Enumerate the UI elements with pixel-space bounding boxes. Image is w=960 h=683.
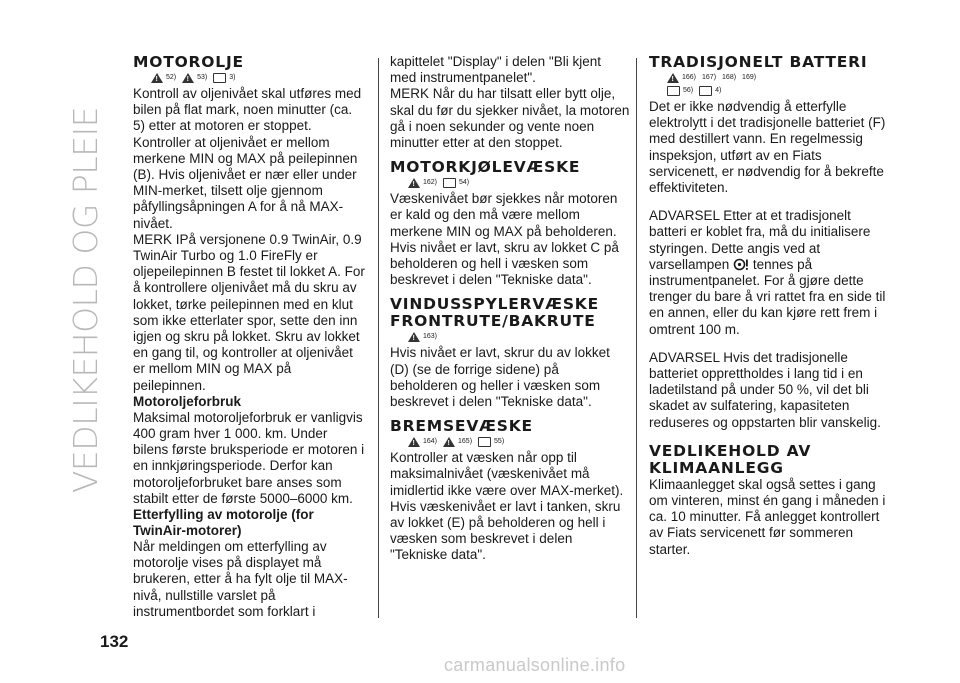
heading-line: VEDLIKEHOLD AV [649, 441, 812, 460]
paragraph: Det er ikke nødvendig å etterfylle elektrolytt i det tradisjonelle batteriet (F) med destillert vann. En regelmessig inspeksjon, utført av en Fiats servicenett, er nødvendig for å bekrefte effektiviteten. [649, 99, 886, 196]
paragraph: Hvis nivået er lavt, skrur du av lokket (D) (se de forrige sidene) på beholderen og heller i væsken som beskrevet i delen "Tekniske data". [390, 345, 610, 410]
paragraph: Kontroller at væsken når opp til maksimalnivået (væskenivået må imidlertid ikke være over MAX-merket). Hvis væskenivået er lavt i tanken, skru av lokket (E) på beholderen og hell i væsken som beskrevet i delen "Tekniske data". [390, 450, 624, 563]
paragraph [649, 208, 889, 338]
column-1 [133, 54, 365, 620]
text-span: tennes på instrumentpanelet. For å gjøre dette trenger du bare å vri rattet fra en side til en annen, eller du kan kjøre rett frem i omtrent 100 m. [649, 256, 886, 337]
warning-icon [182, 73, 194, 83]
side-title-text: VEDLIKEHOLD OG PLEIE [66, 106, 105, 494]
subheading-oil-refill: Etterfylling av motorolje (for TwinAir-motorer) [133, 507, 314, 539]
column-3 [649, 54, 889, 558]
paragraph: kapittelet "Display" i delen "Bli kjent med instrumentpanelet". [390, 54, 601, 86]
heading-brake-fluid: BREMSEVÆSKE [390, 417, 533, 436]
reference-icons [408, 332, 630, 342]
book-icon [478, 437, 491, 447]
watermark-text: carmanualsonline.info [444, 655, 626, 675]
ref-number: 167) [702, 74, 717, 81]
ref-number: 163) [423, 333, 438, 341]
book-icon [699, 86, 712, 96]
paragraph: Når meldingen om etterfylling av motorolje vises på displayet må brukeren, etter å ha fylt olje til MAX-nivå, nullstille varslet på instrumentbordet som forklart i [133, 539, 348, 619]
paragraph: MERK IPå versjonene 0.9 TwinAir, 0.9 TwinAir Turbo og 1.0 FireFly er oljepeilepinnen B festet til lokket A. For å kontrollere oljenivået må du skru av lokket, tørke peilepinnen med en klut som ikke etterlater spor, sette den inn igjen og skru på lokket. Skru av lokket en gang til, og kontroller at oljenivået er mellom MIN og MAX på peilepinnen. [133, 231, 365, 393]
warning-icon [408, 178, 420, 188]
ref-number: 3) [229, 74, 236, 81]
column-2 [390, 54, 630, 564]
ref-number: 166) [682, 74, 697, 81]
reference-icons [667, 73, 889, 83]
ref-number: 165) [458, 438, 473, 446]
warning-icon [151, 73, 163, 83]
paragraph: Hvis nivået er lavt, skru av lokket C på beholderen og hell i væsken som beskrevet i delen "Tekniske data". [390, 239, 619, 288]
warning-icon [408, 437, 420, 447]
warning-icon [408, 332, 420, 342]
ref-number: 53) [197, 74, 208, 81]
ref-number: 164) [423, 438, 438, 446]
ref-number: 55) [494, 438, 505, 446]
paragraph: Klimaanlegget skal også settes i gang om vinteren, minst én gang i måneden i ca. 10 minutter. Få anlegget kontrollert av Fiats servicenett før sommeren starter. [649, 476, 886, 557]
text-span: ADVARSEL Etter at et tradisjonelt batteri er koblet fra, må du initialisere styringen. Dette angis ved at varsellampen [649, 208, 871, 272]
heading-coolant: MOTORKJØLEVÆSKE [390, 158, 581, 177]
steering-warning-icon [733, 258, 749, 271]
paragraph: Kontroll av oljenivået skal utføres med bilen på flat mark, noen minutter (ca. 5) etter at motoren er stoppet. [133, 86, 362, 134]
ref-number: 4) [715, 87, 722, 94]
column-divider [378, 58, 379, 618]
heading-ac-maintenance [649, 443, 889, 477]
paragraph: ADVARSEL Hvis det tradisjonelle batteriet opprettholdes i lang tid i en ladetilstand på under 50 %, vil det bli skadet av sulfatering, kapasiteten reduseres og oppstarten blir vanskelig. [649, 349, 881, 430]
column-divider [636, 58, 637, 618]
paragraph: Maksimal motoroljeforbruk er vanligvis 400 gram hver 1 000. km. Under bilens første bruksperiode er motoren i en innkjøringsperiode. Derfor kan motoroljeforbruket bare anses som stabilt etter de første 5000–6000 km. [133, 409, 365, 506]
paragraph: Væskenivået bør sjekkes når motoren er kald og den må være mellom merkene MIN og MAX på beholderen. [390, 191, 618, 239]
book-icon [667, 86, 680, 96]
book-icon [443, 178, 456, 188]
reference-icons [667, 86, 889, 96]
reference-icons [408, 437, 630, 447]
ref-number: 168) [722, 74, 737, 81]
heading-line: KLIMAANLEGG [649, 458, 784, 477]
ref-number: 52) [166, 74, 177, 81]
reference-icons [151, 73, 365, 83]
warning-icon [443, 437, 455, 447]
ref-number: 54) [459, 179, 470, 187]
ref-number: 169) [742, 74, 757, 81]
book-icon [213, 73, 226, 83]
reference-icons [408, 178, 630, 188]
paragraph: MERK Når du har tilsatt eller bytt olje, skal du før du sjekker nivået, la motoren gå i noen sekunder og vente noen minutter etter at den stoppet. [390, 86, 630, 151]
page-number: 132 [100, 632, 129, 651]
ref-number: 56) [683, 87, 694, 94]
ref-number: 162) [423, 179, 438, 187]
heading-motorolje: MOTOROLJE [133, 53, 244, 71]
subheading-oil-consumption: Motoroljeforbruk [133, 393, 241, 409]
heading-line: FRONTRUTE/BAKRUTE [390, 312, 596, 331]
paragraph: Kontroller at oljenivået er mellom merkene MIN og MAX på peilepinnen (B). Hvis oljenivået er nær eller under MIN-merket, tilsett olje gjennom påfyllingsåpningen A for å nå MAX-nivået. [133, 134, 358, 231]
heading-battery: TRADISJONELT BATTERI [649, 53, 868, 71]
heading-line: VINDUSSPYLERVÆSKE [390, 295, 599, 314]
warning-icon [667, 73, 679, 83]
heading-washer-fluid [390, 296, 630, 330]
